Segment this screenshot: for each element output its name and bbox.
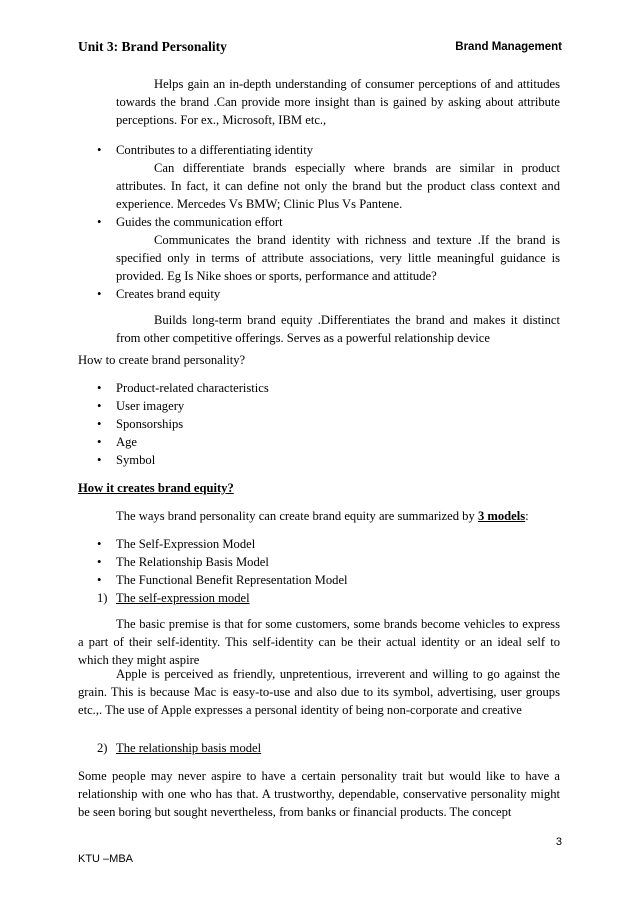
bullet-title: Creates brand equity	[116, 287, 221, 301]
equity-intro-text: The ways brand personality can create brand equity are summarized by	[116, 509, 478, 523]
page-number: 3	[555, 836, 562, 848]
bullet-dot: •	[97, 573, 102, 587]
equity-intro	[116, 507, 529, 525]
paragraph-text: Some people may never aspire to have a certain personality trait but would like to have a relationship with one who has that. A trustworthy, dependable, conservative personality might be seen boring but sought nevertheless, from banks or financial products. The concept	[78, 769, 560, 819]
bullet-equity-body	[116, 311, 560, 347]
equity-intro-colon: :	[525, 509, 529, 523]
bullet-dot: •	[97, 537, 102, 551]
section-title: The self-expression model	[116, 591, 250, 605]
bullet-dot: •	[97, 215, 102, 229]
section-2-paragraph	[78, 767, 560, 821]
intro-text: Helps gain an in-depth understanding of consumer perceptions of and attitudes towards the brand .Can provide more insight than is gained by asking about attribute perceptions. For ex., Microsoft, IBM etc.,	[116, 77, 560, 127]
bullet-body-text: Builds long-term brand equity .Differentiates the brand and makes it distinct from other competitive offerings. Serves as a powerful relationship device	[116, 313, 560, 345]
how-create-heading: How to create brand personality?	[78, 353, 246, 367]
section-1-paragraph-2	[78, 665, 560, 719]
bullet-body-text: Can differentiate brands especially where brands are similar in product attributes. In fact, it can define not only the brand but the product class context and experience. Mercedes Vs BMW; Clinic Plus Vs Pantene.	[116, 161, 560, 211]
model-item-text: The Functional Benefit Representation Model	[116, 573, 348, 587]
bullet-dot: •	[97, 417, 102, 431]
model-item-text: The Self-Expression Model	[116, 537, 256, 551]
paragraph-text: Apple is perceived as friendly, unpretentious, irreverent and willing to go against the grain. This is because Mac is easy-to-use and also due to its symbol, advertising, user groups etc.,. The use of Apple expresses a personal identity of being non-corporate and creative	[78, 667, 560, 717]
equity-models-count: 3 models	[477, 509, 526, 523]
equity-heading: How it creates brand equity?	[78, 481, 234, 495]
model-item-text: The Relationship Basis Model	[116, 555, 269, 569]
create-item-text: Age	[116, 435, 137, 449]
bullet-communication-body	[116, 231, 560, 285]
section-number: 2)	[97, 741, 108, 755]
paragraph-text: The basic premise is that for some customers, some brands become vehicles to express a part of their self-identity. This self-identity can be their actual identity or an ideal self to which they might aspire	[78, 617, 560, 667]
bullet-dot: •	[97, 287, 102, 301]
bullet-dot: •	[97, 143, 102, 157]
bullet-dot: •	[97, 453, 102, 467]
footer-label: KTU –MBA	[78, 853, 134, 865]
bullet-dot: •	[97, 381, 102, 395]
section-1-paragraph-1	[78, 615, 560, 669]
header-title: Unit 3: Brand Personality	[78, 39, 227, 54]
create-item-text: Symbol	[116, 453, 156, 467]
intro-paragraph	[116, 75, 560, 129]
section-number: 1)	[97, 591, 108, 605]
bullet-differentiating-body	[116, 159, 560, 213]
bullet-dot: •	[97, 435, 102, 449]
bullet-dot: •	[97, 399, 102, 413]
bullet-title: Guides the communication effort	[116, 215, 283, 229]
create-item-text: Product-related characteristics	[116, 381, 269, 395]
bullet-dot: •	[97, 555, 102, 569]
create-item-text: User imagery	[116, 399, 185, 413]
section-title: The relationship basis model	[116, 741, 262, 755]
bullet-title: Contributes to a differentiating identity	[116, 143, 314, 157]
bullet-body-text: Communicates the brand identity with richness and texture .If the brand is specified only in terms of attribute associations, very little meaningful guidance is provided. Eg Is Nike shoes or sports, performance and attitude?	[116, 233, 560, 283]
create-item-text: Sponsorships	[116, 417, 184, 431]
header-subject: Brand Management	[455, 41, 562, 53]
